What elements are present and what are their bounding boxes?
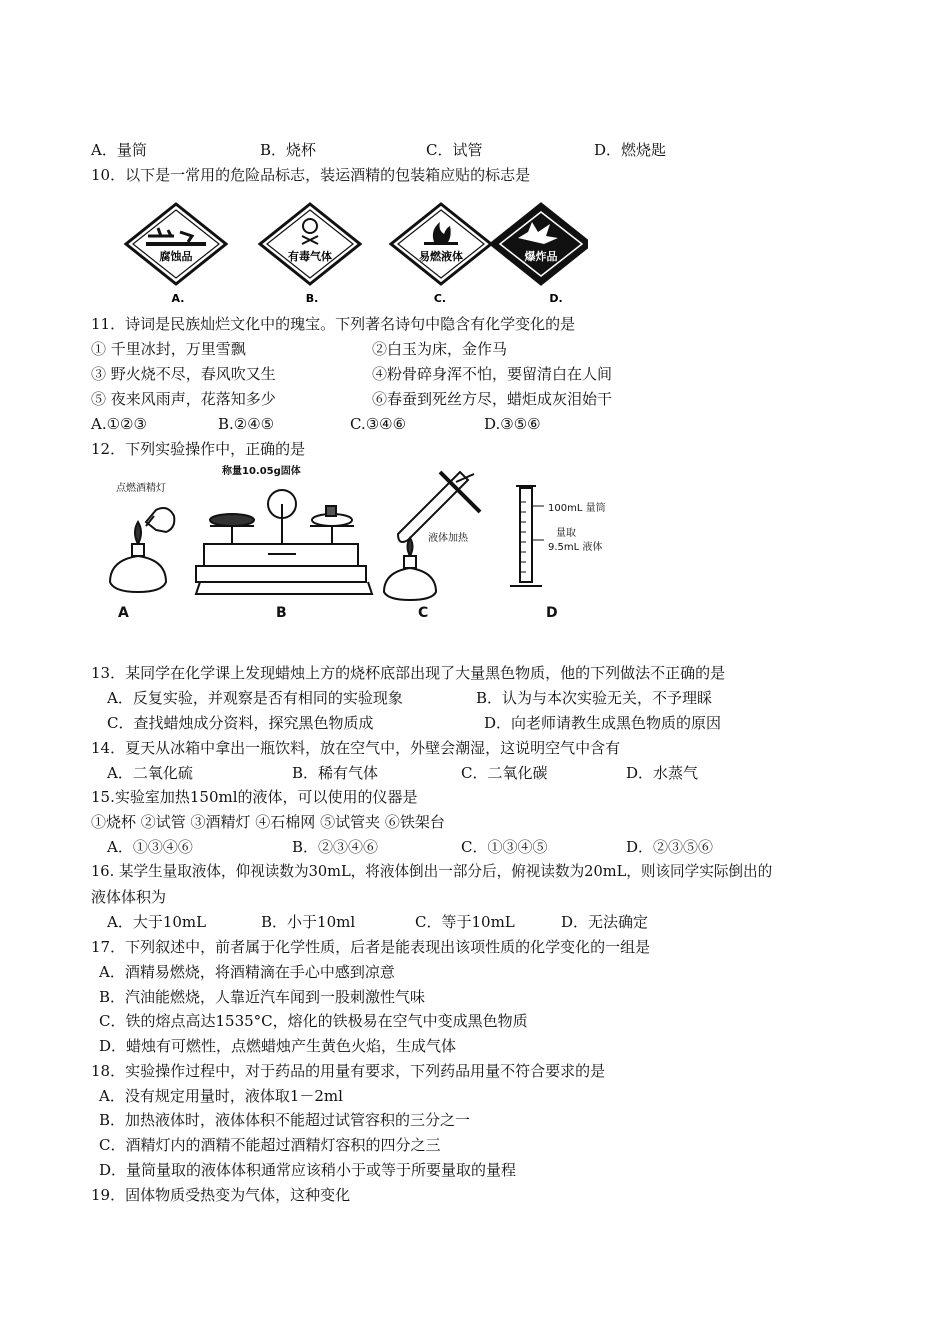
q11-poem-5: ⑤ 夜来风雨声，花落知多少 — [91, 390, 276, 408]
q17-option-a: A．酒精易燃烧，将酒精滴在手心中感到凉意 — [99, 963, 395, 981]
fig-c-caption: 液体加热 — [428, 533, 468, 544]
q16-stem-line2: 液体体积为 — [91, 888, 167, 906]
fig-label-d: D — [546, 605, 558, 621]
sign-c-label: C. — [433, 292, 447, 305]
q18-option-c: C．酒精灯内的酒精不能超过酒精灯容积的四分之三 — [99, 1136, 441, 1154]
balance-b-icon — [196, 490, 372, 594]
q16-stem-line1: 16. 某学生量取液体，仰视读数为30mL，将液体倒出一部分后，俯视读数为20mL，则该同学实际倒出的 — [91, 863, 773, 880]
q14-stem: 14．夏天从冰箱中拿出一瓶饮料，放在空气中，外壁会潮湿，这说明空气中含有 — [91, 739, 621, 757]
q17-option-c: C．铁的熔点高达1535°C，熔化的铁极易在空气中变成黑色物质 — [99, 1012, 528, 1030]
q15-option-d: D．②③⑤⑥ — [626, 838, 714, 856]
fig-d-caption-1: 100mL 量筒 — [548, 503, 606, 514]
q11-poem-3: ③ 野火烧不尽，春风吹又生 — [91, 365, 276, 383]
q13-option-b: B．认为与本次实验无关，不予理睬 — [476, 689, 713, 707]
q16-option-a: A．大于10mL — [107, 913, 207, 931]
q15-stem: 15.实验室加热150ml的液体，可以使用的仪器是 — [91, 788, 418, 806]
q9-option-b: B．烧杯 — [260, 141, 317, 159]
q16-option-c: C．等于10mL — [415, 913, 515, 931]
q17-option-b: B．汽油能燃烧，人靠近汽车闻到一股刺激性气味 — [99, 988, 426, 1006]
q11-option-c: C.③④⑥ — [350, 415, 407, 433]
q14-option-d: D．水蒸气 — [626, 764, 699, 782]
sign-d-text: 爆炸品 — [524, 250, 558, 263]
q9-option-c: C．试管 — [426, 141, 483, 159]
fig-label-b: B — [276, 605, 287, 621]
q17-stem: 17．下列叙述中，前者属于化学性质，后者是能表现出该项性质的化学变化的一组是 — [91, 938, 651, 956]
fig-b-caption: 称量10.05g固体 — [222, 466, 301, 477]
hazard-signs-figure — [118, 198, 588, 308]
sign-c-text: 易燃液体 — [419, 250, 463, 263]
q18-stem: 18．实验操作过程中，对于药品的用量有要求，下列药品用量不符合要求的是 — [91, 1062, 606, 1080]
lab-operations-figure — [100, 462, 620, 622]
fig-d-caption-2: 量取 — [556, 528, 576, 539]
explosive-sign-icon — [491, 204, 588, 284]
q11-stem: 11．诗词是民族灿烂文化中的瑰宝。下列著名诗句中隐含有化学变化的是 — [91, 315, 576, 333]
q15-option-b: B．②③④⑥ — [292, 838, 379, 856]
q16-option-b: B．小于10ml — [261, 913, 356, 931]
q13-option-a: A．反复实验，并观察是否有相同的实验现象 — [107, 689, 403, 707]
sign-a-label: A. — [171, 292, 185, 305]
q17-option-d: D．蜡烛有可燃性，点燃蜡烛产生黄色火焰，生成气体 — [99, 1037, 457, 1055]
q13-stem: 13．某同学在化学课上发现蜡烛上方的烧杯底部出现了大量黑色物质，他的下列做法不正确的是 — [91, 664, 726, 682]
q15-items: ①烧杯 ②试管 ③酒精灯 ④石棉网 ⑤试管夹 ⑥铁架台 — [91, 813, 445, 831]
q11-poem-1: ① 千里冰封，万里雪飘 — [91, 340, 246, 358]
q18-option-b: B．加热液体时，液体体积不能超过试管容积的三分之一 — [99, 1111, 471, 1129]
q14-option-c: C．二氧化碳 — [461, 764, 548, 782]
q10-stem: 10．以下是一常用的危险品标志，装运酒精的包装箱应贴的标志是 — [91, 166, 531, 184]
sign-d-label: D. — [549, 292, 563, 305]
toxic-gas-sign-icon — [260, 204, 360, 284]
q11-poem-6: ⑥春蚕到死丝方尽，蜡炬成灰泪始干 — [372, 390, 613, 408]
sign-b-text: 有毒气体 — [288, 250, 332, 263]
corrosive-sign-icon — [126, 204, 226, 284]
flammable-liquid-sign-icon — [391, 204, 491, 284]
q11-poem-2: ②白玉为床，金作马 — [372, 340, 508, 358]
fig-label-c: C — [418, 605, 429, 621]
fig-d-caption-3: 9.5mL 液体 — [548, 542, 603, 553]
q12-stem: 12．下列实验操作中，正确的是 — [91, 440, 306, 458]
fig-label-a: A — [118, 605, 129, 621]
q11-option-d: D.③⑤⑥ — [484, 415, 541, 433]
q9-option-d: D．燃烧匙 — [594, 141, 667, 159]
sign-a-text: 腐蚀品 — [159, 250, 193, 263]
q13-option-d: D．向老师请教生成黑色物质的原因 — [484, 714, 722, 732]
q11-poem-4: ④粉骨碎身浑不怕，要留清白在人间 — [372, 365, 613, 383]
q15-option-a: A．①③④⑥ — [107, 838, 193, 856]
alcohol-lamp-a-icon — [110, 508, 174, 592]
q19-stem: 19．固体物质受热变为气体，这种变化 — [91, 1186, 351, 1204]
q18-option-d: D．量筒量取的液体体积通常应该稍小于或等于所要量取的量程 — [99, 1161, 517, 1179]
fig-a-caption: 点燃酒精灯 — [116, 483, 166, 494]
sign-b-label: B. — [305, 292, 319, 305]
q14-option-b: B．稀有气体 — [292, 764, 379, 782]
q13-option-c: C．查找蜡烛成分资料，探究黑色物质成 — [107, 714, 374, 732]
q9-option-a: A．量筒 — [91, 141, 147, 159]
q15-option-c: C．①③④⑤ — [461, 838, 548, 856]
q16-option-d: D．无法确定 — [561, 913, 649, 931]
graduated-cylinder-d-icon — [510, 486, 544, 586]
q18-option-a: A．没有规定用量时，液体取1－2ml — [99, 1087, 343, 1105]
q11-option-b: B.②④⑤ — [218, 415, 275, 433]
q14-option-a: A．二氧化硫 — [107, 764, 193, 782]
q11-option-a: A.①②③ — [91, 415, 147, 433]
